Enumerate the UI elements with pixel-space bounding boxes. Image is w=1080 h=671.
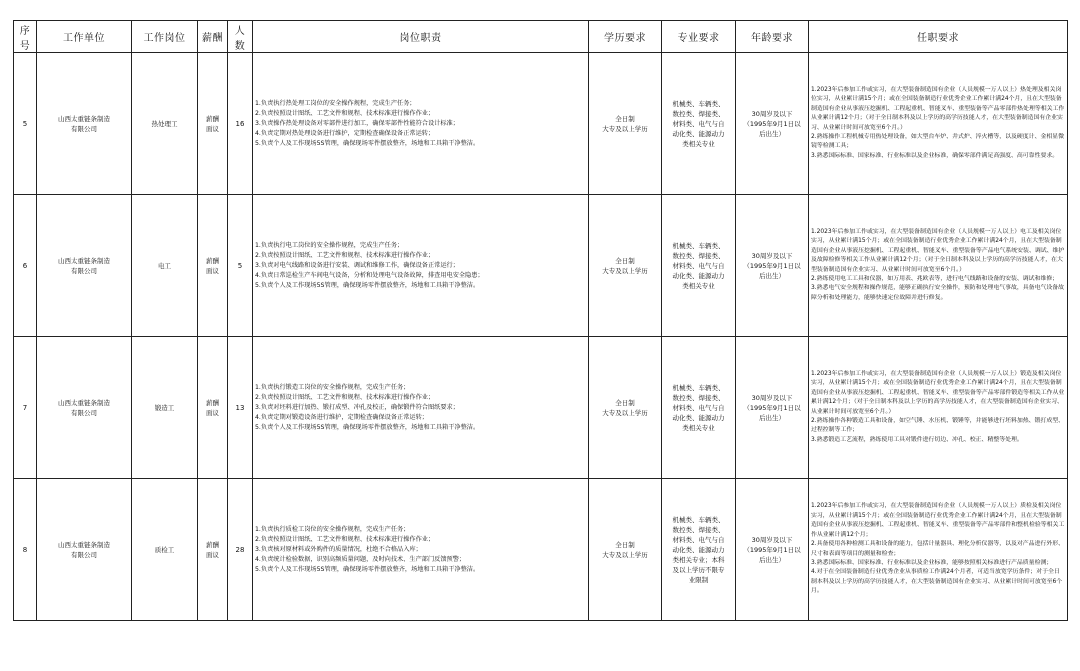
row-number: 6 xyxy=(14,195,37,337)
requirement-item: 1.2023年后参加工作或实习，在大型装备制造国有企业（人员规模一万人以上）锻造及相关岗位实习，从业累计满15个月；或在全国装备制造行业优秀企业工作累计满24个月，且在大型装备制造国有企业从事液压挖掘机、工程起重机、智能叉车、重型装备等产品零部件锻造等相关工作从业累计满12个月；（对于全日制本科及以上学历的高学历技能人才，在大型装备制造国有企业实习、从业累计时间可放宽至6个月。） xyxy=(811,370,1065,415)
duty-item: 2.负责按照设计图纸、工艺文件和规程、技术标准进行操作作业； xyxy=(255,535,435,543)
duty-item: 5.负责个人及工作现场5S管理，确保现场零件摆放整齐，场地和工具箱干净整洁。 xyxy=(255,423,480,431)
requirement-item: 1.2023年后参加工作或实习，在大型装备制造国有企业（人员规模一万人以上）质检及相关岗位实习，从业累计满15个月；或在全国装备制造行业优秀企业工作累计满24个月，且在大型装备制造国有企业从事液压挖掘机、工程起重机、智能叉车、重型装备等产品零部件和整机检验等相关工作从业累计满12个月； xyxy=(811,503,1065,538)
header-duties: 岗位职责 xyxy=(253,21,589,53)
requirement-item: 1.2023年后参加工作或实习，在大型装备制造国有企业（人员规模一万人以上）电工及相关岗位实习，从业累计满15个月；或在全国装备制造行业优秀企业工作累计满24个月，且在大型装备制造国有企业从事液压挖掘机、工程起重机、智能叉车、重型装备等产品电气系统安装、调试、维护及故障检修等相关工作从业累计满12个月；（对于全日制本科及以上学历的高学历技能人才，在大型装备制造国有企业实习、从业累计时间可放宽至6个月。） xyxy=(811,228,1065,273)
duty-item: 3.负责对电气线路和设备进行安装、调试和维修工作，确保设备正常运行； xyxy=(255,261,459,269)
job-post: 锻造工 xyxy=(132,337,198,479)
job-duties xyxy=(253,479,589,621)
header-requirements: 任职要求 xyxy=(809,21,1068,53)
duty-item: 4.负责日常巡检生产车间电气设备，分析和处理电气设备故障，排查用电安全隐患； xyxy=(255,271,484,279)
duty-item: 4.负责统计检验数据，识别高频质量问题，及时向技术、生产部门反馈预警； xyxy=(255,555,466,563)
job-requirements xyxy=(809,53,1068,195)
education-requirement: 全日制 大专及以上学历 xyxy=(589,337,662,479)
row-number: 5 xyxy=(14,53,37,195)
major-requirement: 机械类、车辆类、 数控类、焊接类、 材料类、电气与自 动化类、能源动力 类相关专业 xyxy=(662,337,736,479)
header-major: 专业要求 xyxy=(662,21,736,53)
work-unit: 山西太重链条制造 有限公司 xyxy=(37,53,132,195)
requirement-item: 2.熟练使用电工工具和仪器，如万用表、兆欧表等，进行电气线路和设备的安装、调试和维修； xyxy=(811,275,1059,282)
education-requirement: 全日制 大专及以上学历 xyxy=(589,479,662,621)
salary: 薪酬 面议 xyxy=(198,195,228,337)
job-requirements xyxy=(809,195,1068,337)
header-age: 年龄要求 xyxy=(736,21,809,53)
job-requirements xyxy=(809,337,1068,479)
major-requirement: 机械类、车辆类、 数控类、焊接类、 材料类、电气与自 动化类、能源动力 类相关专业 xyxy=(662,195,736,337)
job-duties xyxy=(253,195,589,337)
duty-item: 2.负责按照设计图纸、工艺文件和规程、技术标准进行操作作业； xyxy=(255,251,435,259)
duty-item: 3.负责操作热处理设备对零部件进行加工，确保零部件性能符合设计标准； xyxy=(255,119,459,127)
work-unit: 山西太重链条制造 有限公司 xyxy=(37,479,132,621)
header-education: 学历要求 xyxy=(589,21,662,53)
education-requirement: 全日制 大专及以上学历 xyxy=(589,53,662,195)
job-duties xyxy=(253,337,589,479)
job-post: 热处理工 xyxy=(132,53,198,195)
table-row xyxy=(14,195,1068,337)
headcount: 16 xyxy=(228,53,253,195)
header-salary: 薪酬 xyxy=(198,21,228,53)
work-unit: 山西太重链条制造 有限公司 xyxy=(37,195,132,337)
age-requirement: 30周岁及以下 （1995年9月1日以 后出生） xyxy=(736,337,809,479)
duty-item: 1.负责执行电工岗位的安全操作规程，完成生产任务； xyxy=(255,241,404,249)
job-requirements xyxy=(809,479,1068,621)
work-unit: 山西太重链条制造 有限公司 xyxy=(37,337,132,479)
requirement-item: 2.熟练操作工程机械专用热处理设备，如大型台车炉、井式炉、淬火槽等，以及硬度计、金相显微镜等检测工具； xyxy=(811,133,1065,150)
duty-item: 5.负责个人及工作现场5S管理，确保现场零件摆放整齐，场地和工具箱干净整洁。 xyxy=(255,281,480,289)
salary: 薪酬 面议 xyxy=(198,53,228,195)
duty-item: 5.负责个人及工作现场5S管理，确保现场零件摆放整齐，场地和工具箱干净整洁。 xyxy=(255,139,480,147)
table-row xyxy=(14,53,1068,195)
job-duties xyxy=(253,53,589,195)
duty-item: 3.负责对坯料进行加热、锻打成型、冲孔及校正，确保锻件符合图纸要求； xyxy=(255,403,459,411)
headcount: 13 xyxy=(228,337,253,479)
salary: 薪酬 面议 xyxy=(198,337,228,479)
header-row xyxy=(14,21,1068,53)
requirement-item: 1.2023年后参加工作或实习，在大型装备制造国有企业（人员规模一万人以上）热处理及相关岗位实习，从业累计满15个月；或在全国装备制造行业优秀企业工作累计满24个月，且在大型装备制造国有企业从事液压挖掘机、工程起重机、智能叉车、重型装备等产品零部件热处理等相关工作从业累计满12个月；（对于全日制本科及以上学历的高学历技能人才，在大型装备制造国有企业实习、从业累计时间可放宽至6个月。） xyxy=(811,86,1065,131)
requirement-item: 2.熟练操作各种锻造工具和设备，如空气锤、水压机、锻锤等，并能够进行坯料加热、锻打成型、过程控制等工作； xyxy=(811,417,1065,434)
age-requirement: 30周岁及以下 （1995年9月1日以 后出生） xyxy=(736,53,809,195)
major-requirement: 机械类、车辆类、 数控类、焊接类、 材料类、电气与自 动化类、能源动力 类相关专业 xyxy=(662,53,736,195)
duty-item: 4.负责定期对锻造设备进行维护，定期检查确保设备正常运转； xyxy=(255,413,428,421)
duty-item: 2.负责按照设计图纸、工艺文件和规程、技术标准进行操作作业； xyxy=(255,109,435,117)
duty-item: 5.负责个人及工作现场5S管理，确保现场零件摆放整齐，场地和工具箱干净整洁。 xyxy=(255,565,480,573)
duty-item: 1.负责执行热处理工岗位的安全操作规程，完成生产任务； xyxy=(255,99,416,107)
requirement-item: 3.熟悉国际标准、国家标准、行业标准以及企业标准，确保零部件满足高强度、高可靠性要求。 xyxy=(811,152,1059,159)
major-requirement: 机械类、车辆类、 数控类、焊接类、 材料类、电气与自 动化类、能源动力 类相关专业；本科 及以上学历不限专 业限制 xyxy=(662,479,736,621)
requirement-item: 2.具备使用各种检测工具和设备的能力，包括计量器具、理化分析仪器等，以及对产品进行外形、尺寸和表面等项目的测量和检查； xyxy=(811,541,1065,557)
requirement-item: 3.熟悉电气安全规程和操作规范，能够正确执行安全操作，预防和处理电气事故，具备电气设备故障分析和处理能力，能够快速定位故障并进行修复。 xyxy=(811,285,1065,301)
header-unit: 工作单位 xyxy=(37,21,132,53)
header-count: 人数 xyxy=(228,21,253,53)
requirement-item: 4.对于在全国装备制造行业优秀企业从事质检工作满24个月者，可适当放宽学历条件；对于全日制本科及以上学历的高学历技能人才，在大型装备制造国有企业实习、从业累计时间可放宽至6个月。 xyxy=(811,569,1063,595)
headcount: 28 xyxy=(228,479,253,621)
row-number: 7 xyxy=(14,337,37,479)
duty-item: 1.负责执行锻造工岗位的安全操作规程，完成生产任务； xyxy=(255,383,410,391)
age-requirement: 30周岁及以下 （1995年9月1日以 后出生） xyxy=(736,479,809,621)
row-number: 8 xyxy=(14,479,37,621)
duty-item: 2.负责按照设计图纸、工艺文件和规程、技术标准进行操作作业； xyxy=(255,393,435,401)
duty-item: 4.负责定期对热处理设备进行维护，定期检查确保设备正常运转； xyxy=(255,129,435,137)
salary: 薪酬 面议 xyxy=(198,479,228,621)
job-post: 质检工 xyxy=(132,479,198,621)
recruitment-table xyxy=(13,20,1068,621)
headcount: 5 xyxy=(228,195,253,337)
age-requirement: 30周岁及以下 （1995年9月1日以 后出生） xyxy=(736,195,809,337)
requirement-item: 3.熟悉锻造工艺流程，熟练使用工具对锻件进行切边、冲孔、校正、精整等处理。 xyxy=(811,436,1023,443)
table-row xyxy=(14,479,1068,621)
job-post: 电工 xyxy=(132,195,198,337)
duty-item: 1.负责执行质检工岗位的安全操作规程，完成生产任务； xyxy=(255,525,410,533)
header-post: 工作岗位 xyxy=(132,21,198,53)
table-row xyxy=(14,337,1068,479)
requirement-item: 3.熟悉国际标准、国家标准、行业标准以及企业标准，能够按照相关标准进行产品质量检测； xyxy=(811,559,1053,566)
education-requirement: 全日制 大专及以上学历 xyxy=(589,195,662,337)
header-no: 序号 xyxy=(14,21,37,53)
duty-item: 3.负责核对原材料或外购件的质量情况，杜绝不合格品入库； xyxy=(255,545,422,553)
